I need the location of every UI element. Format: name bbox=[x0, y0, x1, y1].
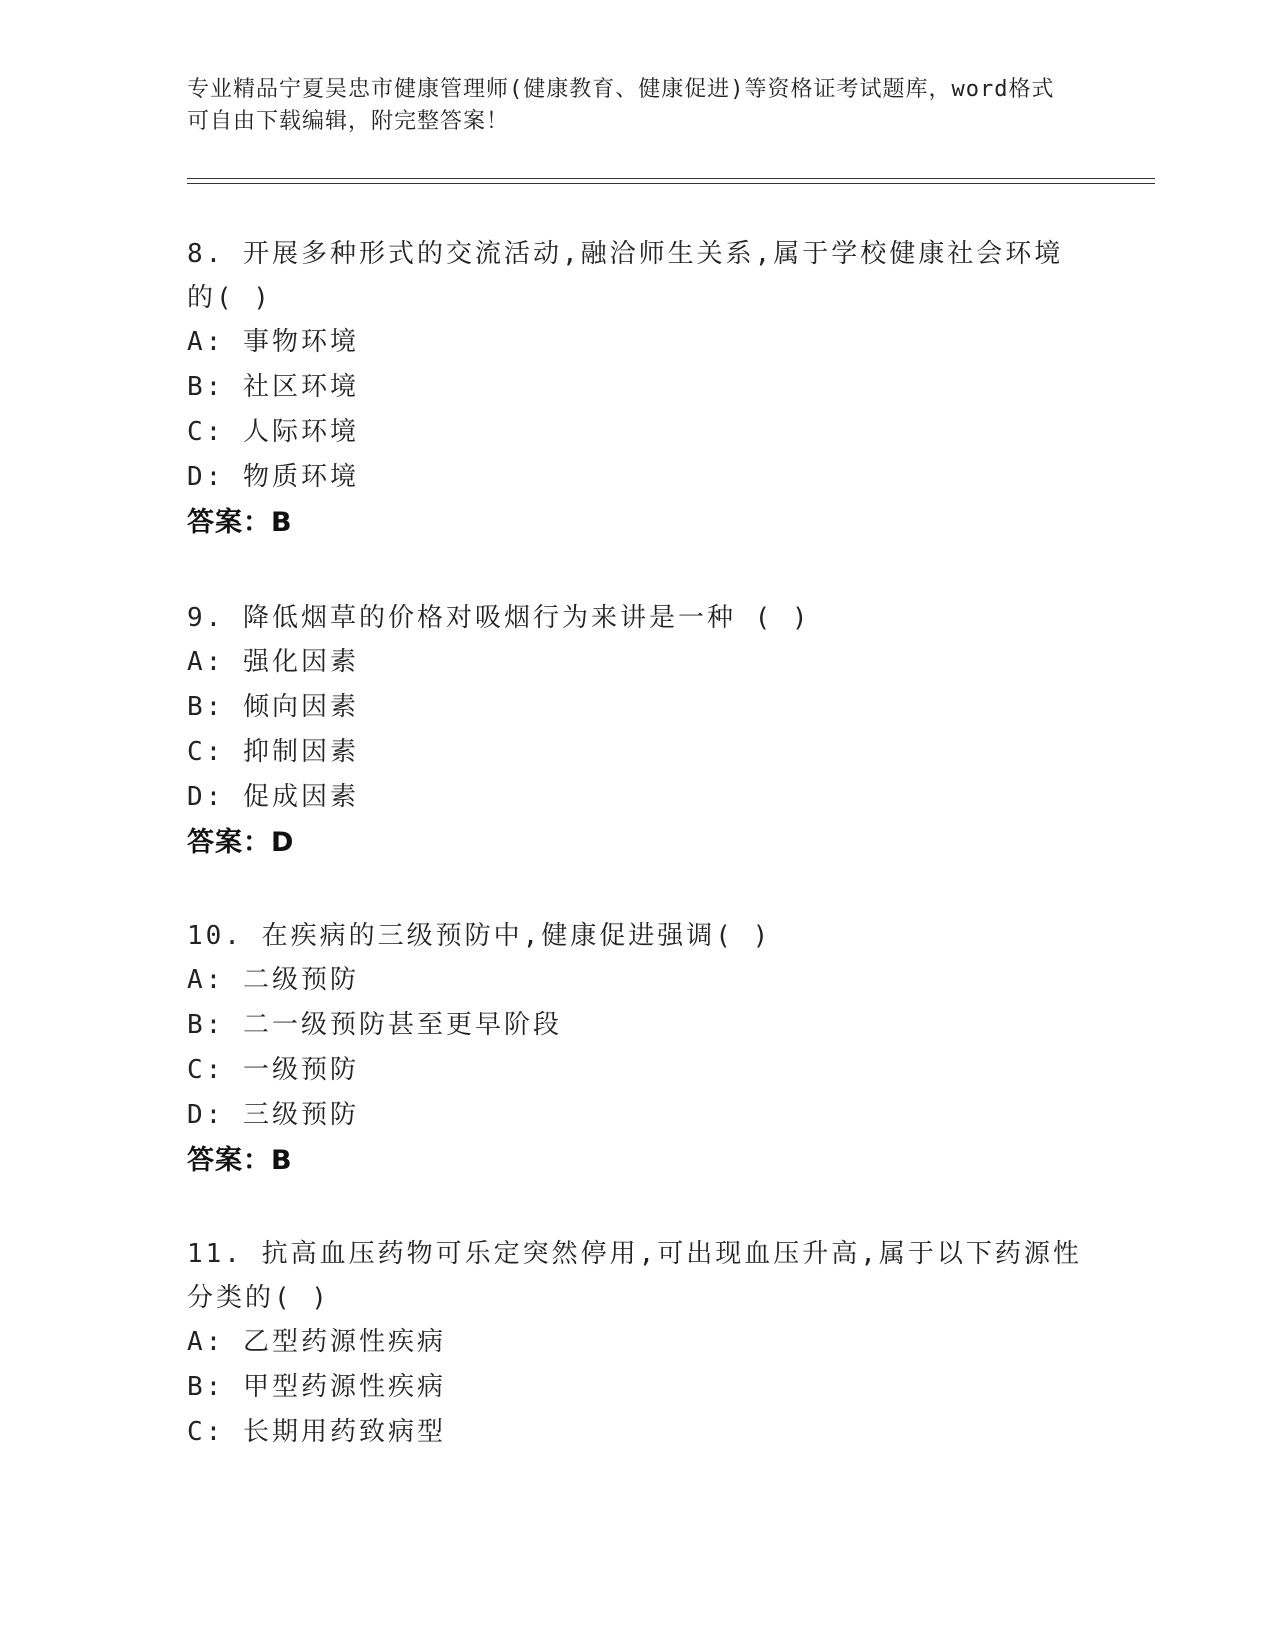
option-a: A: 强化因素 bbox=[187, 647, 359, 677]
question-8 bbox=[187, 232, 1087, 546]
option-a: A: 二级预防 bbox=[187, 965, 359, 995]
answer: 答案：B bbox=[187, 1145, 293, 1176]
option-c: C: 一级预防 bbox=[187, 1055, 359, 1085]
answer: 答案：D bbox=[187, 827, 295, 858]
option-b: B: 甲型药源性疾病 bbox=[187, 1372, 446, 1402]
question-9 bbox=[187, 596, 1087, 866]
option-d: D: 物质环境 bbox=[187, 462, 359, 492]
question-stem: 8. 开展多种形式的交流活动,融洽师生关系,属于学校健康社会环境的( ) bbox=[187, 239, 1064, 313]
option-d: D: 三级预防 bbox=[187, 1100, 359, 1130]
option-c: C: 长期用药致病型 bbox=[187, 1417, 446, 1447]
option-a: A: 事物环境 bbox=[187, 327, 359, 357]
option-b: B: 社区环境 bbox=[187, 372, 359, 402]
header-divider-bottom bbox=[187, 183, 1155, 184]
question-stem: 11. 抗高血压药物可乐定突然停用,可出现血压升高,属于以下药源性分类的( ) bbox=[187, 1239, 1082, 1313]
question-11 bbox=[187, 1232, 1087, 1455]
option-b: B: 二一级预防甚至更早阶段 bbox=[187, 1010, 562, 1040]
question-stem: 9. 降低烟草的价格对吸烟行为来讲是一种 ( ) bbox=[187, 603, 811, 633]
document-header: 专业精品宁夏吴忠市健康管理师(健康教育、健康促进)等资格证考试题库，word格式可自由下载编辑，附完整答案！ bbox=[187, 77, 1055, 134]
question-stem: 10. 在疾病的三级预防中,健康促进强调( ) bbox=[187, 921, 772, 951]
option-d: D: 促成因素 bbox=[187, 782, 359, 812]
option-c: C: 抑制因素 bbox=[187, 737, 359, 767]
option-c: C: 人际环境 bbox=[187, 417, 359, 447]
option-b: B: 倾向因素 bbox=[187, 692, 359, 722]
option-a: A: 乙型药源性疾病 bbox=[187, 1327, 446, 1357]
answer: 答案：B bbox=[187, 507, 293, 538]
question-10 bbox=[187, 914, 1087, 1184]
header-divider-top bbox=[187, 178, 1155, 179]
